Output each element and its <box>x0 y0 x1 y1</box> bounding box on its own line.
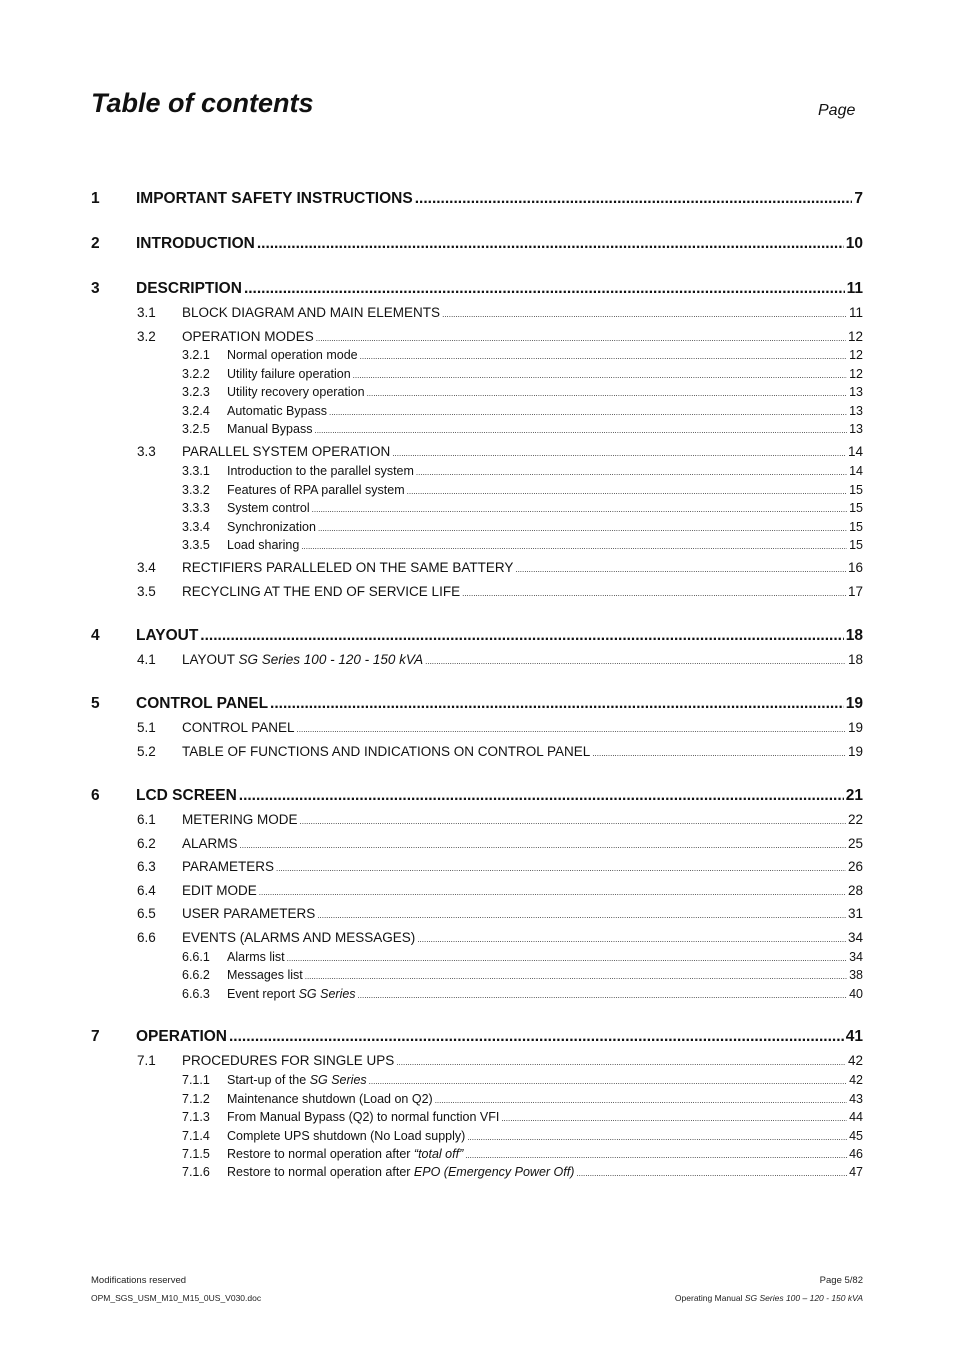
toc-entry-title-text: OPERATION <box>136 1028 227 1045</box>
toc-entry-page: 19 <box>847 720 863 735</box>
toc-entry-number: 7.1.2 <box>182 1092 210 1106</box>
toc-entry-page: 18 <box>847 652 863 667</box>
toc-entry-title <box>182 906 315 921</box>
toc-entry-number: 2 <box>91 235 100 252</box>
toc-entry-title-italic: “total off” <box>413 1147 464 1161</box>
toc-entry-3-2-5[interactable] <box>182 422 863 436</box>
toc-entry-title <box>227 1073 367 1087</box>
toc-entry-title-text: METERING MODE <box>182 812 298 827</box>
toc-entry-page: 13 <box>849 385 863 399</box>
toc-entry-page: 19 <box>845 695 863 712</box>
toc-entry-page: 12 <box>849 348 863 362</box>
toc-entry-title <box>136 1028 227 1046</box>
toc-entry-title <box>182 720 295 735</box>
toc-entry-3[interactable] <box>91 280 863 298</box>
toc-entry-title <box>227 968 303 982</box>
toc-entry-6-2[interactable] <box>137 836 863 851</box>
toc-entry-title <box>227 385 365 399</box>
toc-entry-title-text: Automatic Bypass <box>227 404 328 418</box>
dot-leader <box>329 408 847 417</box>
toc-entry-title <box>182 560 513 575</box>
dot-leader <box>257 235 844 253</box>
toc-entry-number: 3.2.4 <box>182 404 210 418</box>
toc-entry-number: 6.1 <box>137 812 156 827</box>
toc-entry-title <box>136 695 268 713</box>
toc-entry-title <box>182 836 238 851</box>
toc-entry-3-2-1[interactable] <box>182 348 863 362</box>
toc-entry-3-3-4[interactable] <box>182 520 863 534</box>
toc-entry-number: 7.1.6 <box>182 1165 210 1179</box>
toc-entry-title-text: ALARMS <box>182 836 238 851</box>
toc-entry-number: 3.1 <box>137 305 156 320</box>
toc-entry-title <box>227 464 414 478</box>
toc-entry-title-text: RECYCLING AT THE END OF SERVICE LIFE <box>182 584 461 599</box>
toc-entry-title-text: System control <box>227 501 310 515</box>
toc-entry-title <box>227 1165 574 1179</box>
toc-entry-page: 19 <box>847 744 863 759</box>
toc-entry-3-2-3[interactable] <box>182 385 863 399</box>
toc-entry-6-6-2[interactable] <box>182 968 863 982</box>
toc-entry-number: 6 <box>91 787 100 804</box>
dot-leader <box>465 1151 847 1160</box>
toc-entry-title <box>227 1129 465 1143</box>
toc-entry-number: 7.1.5 <box>182 1147 210 1161</box>
toc-entry-number: 3.5 <box>137 584 156 599</box>
toc-entry-number: 4.1 <box>137 652 156 667</box>
toc-entry-7-1-4[interactable] <box>182 1129 863 1143</box>
toc-entry-number: 3.2.3 <box>182 385 210 399</box>
toc-entry-number: 6.6.1 <box>182 950 210 964</box>
toc-entry-5-1[interactable] <box>137 720 863 735</box>
dot-leader <box>369 1077 847 1086</box>
toc-entry-number: 3.3.2 <box>182 483 210 497</box>
toc-entry-title-text: BLOCK DIAGRAM AND MAIN ELEMENTS <box>182 305 441 320</box>
toc-entry-page: 15 <box>849 483 863 497</box>
toc-entry-page: 42 <box>847 1053 863 1068</box>
toc-entry-page: 34 <box>849 950 863 964</box>
dot-leader <box>358 991 848 1000</box>
dot-leader <box>297 725 846 734</box>
toc-entry-number: 3.3.1 <box>182 464 210 478</box>
toc-entry-title-italic: SG Series <box>298 987 356 1001</box>
toc-entry-title <box>227 422 312 436</box>
toc-entry-title-text: CONTROL PANEL <box>136 695 269 712</box>
toc-entry-title-text: Load sharing <box>227 538 300 552</box>
toc-entry-3-3[interactable] <box>137 444 863 459</box>
toc-entry-page: 45 <box>849 1129 863 1143</box>
toc-entry-title-text: Start-up of the <box>227 1073 310 1087</box>
toc-entry-page: 15 <box>849 501 863 515</box>
toc-entry-title <box>182 444 390 459</box>
toc-entry-number: 3.3.4 <box>182 520 210 534</box>
toc-entry-2[interactable] <box>91 235 863 253</box>
toc-entry-title-text: Maintenance shutdown (Load on Q2) <box>227 1092 433 1106</box>
toc-entry-title-text: Features of RPA parallel system <box>227 483 405 497</box>
dot-leader <box>270 695 844 713</box>
toc-entry-number: 3.3.5 <box>182 538 210 552</box>
toc-entry-page: 15 <box>849 520 863 534</box>
toc-entry-page: 34 <box>847 930 863 945</box>
toc-entry-title <box>227 367 351 381</box>
toc-entry-3-3-2[interactable] <box>182 483 863 497</box>
toc-entry-title <box>182 883 257 898</box>
toc-entry-number: 6.5 <box>137 906 156 921</box>
toc-entry-page: 11 <box>846 280 863 297</box>
dot-leader <box>407 487 847 496</box>
toc-entry-page: 40 <box>849 987 863 1001</box>
toc-entry-title-text: RECTIFIERS PARALLELED ON THE SAME BATTERY <box>182 560 514 575</box>
dot-leader <box>259 888 846 897</box>
toc-entry-number: 3 <box>91 280 100 297</box>
dot-leader <box>515 565 846 574</box>
toc-entry-number: 5.2 <box>137 744 156 759</box>
dot-leader <box>592 749 846 758</box>
toc-entry-title <box>182 329 314 344</box>
toc-entry-6-3[interactable] <box>137 859 863 874</box>
toc-entry-title-text: Restore to normal operation after <box>227 1147 414 1161</box>
toc-entry-3-3-5[interactable] <box>182 538 863 552</box>
toc-entry-7-1-5[interactable] <box>182 1147 863 1161</box>
toc-entry-number: 7.1 <box>137 1053 156 1068</box>
toc-entry-title-text: PROCEDURES FOR SINGLE UPS <box>182 1053 395 1068</box>
toc-entry-title-text: Restore to normal operation after <box>227 1165 414 1179</box>
toc-entry-number: 3.3.3 <box>182 501 210 515</box>
toc-entry-title <box>227 348 358 362</box>
toc-entry-title <box>227 950 285 964</box>
toc-entry-page: 47 <box>849 1165 863 1179</box>
toc-entry-title-text: PARALLEL SYSTEM OPERATION <box>182 444 391 459</box>
toc-entry-title-text: INTRODUCTION <box>136 235 255 252</box>
toc-entry-3-3-1[interactable] <box>182 464 863 478</box>
toc-entry-page: 31 <box>847 906 863 921</box>
dot-leader <box>353 371 847 380</box>
dot-leader <box>415 190 853 208</box>
dot-leader <box>425 657 846 666</box>
toc-entry-number: 7.1.1 <box>182 1073 210 1087</box>
toc-entry-number: 7.1.3 <box>182 1110 210 1124</box>
toc-entry-number: 7.1.4 <box>182 1129 210 1143</box>
toc-entry-6[interactable] <box>91 787 863 805</box>
dot-leader <box>576 1169 847 1178</box>
dot-leader <box>360 352 847 361</box>
toc-entry-number: 6.2 <box>137 836 156 851</box>
toc-entry-page: 10 <box>845 235 863 252</box>
toc-entry-title-text: EVENTS (ALARMS AND MESSAGES) <box>182 930 416 945</box>
dot-leader <box>435 1096 847 1105</box>
toc-entry-3-2-4[interactable] <box>182 404 863 418</box>
toc-entry-page: 21 <box>845 787 863 804</box>
toc-entry-title-text: Event report <box>227 987 299 1001</box>
page-column-label: Page <box>818 102 856 119</box>
toc-entry-title-text: LAYOUT <box>182 652 239 667</box>
toc-entry-7-1-6[interactable] <box>182 1165 863 1179</box>
footer-manual-prefix: Operating Manual <box>674 1293 745 1303</box>
toc-entry-page: 7 <box>854 190 863 207</box>
toc-entry-3-5[interactable] <box>137 584 863 599</box>
toc-entry-title <box>227 538 299 552</box>
toc-entry-4[interactable] <box>91 627 863 645</box>
dot-leader <box>316 334 846 343</box>
toc-entry-title <box>227 1110 499 1124</box>
toc-entry-title-text: Utility failure operation <box>227 367 351 381</box>
toc-entry-7-1-1[interactable] <box>182 1073 863 1087</box>
toc-entry-number: 5.1 <box>137 720 156 735</box>
toc-entry-title-text: Manual Bypass <box>227 422 313 436</box>
toc-entry-title-text: DESCRIPTION <box>136 280 242 297</box>
toc-entry-page: 14 <box>849 464 863 478</box>
toc-entry-title-text: Normal operation mode <box>227 348 358 362</box>
toc-entry-4-1[interactable] <box>137 652 863 667</box>
toc-entry-title <box>227 1092 433 1106</box>
toc-entry-page: 12 <box>849 367 863 381</box>
toc-entry-page: 38 <box>849 968 863 982</box>
toc-entry-title <box>182 859 274 874</box>
toc-entry-page: 12 <box>847 329 863 344</box>
dot-leader <box>367 389 848 398</box>
toc-entry-title <box>182 305 440 320</box>
dot-leader <box>312 505 847 514</box>
toc-entry-number: 4 <box>91 627 100 644</box>
toc-entry-page: 46 <box>849 1147 863 1161</box>
toc-entry-title-text: PARAMETERS <box>182 859 275 874</box>
toc-entry-title-text: LAYOUT <box>136 627 199 644</box>
toc-entry-number: 6.4 <box>137 883 156 898</box>
toc-entry-title-italic: SG Series <box>309 1073 367 1087</box>
toc-entry-title-text: TABLE OF FUNCTIONS AND INDICATIONS ON CONTROL PANEL <box>182 744 591 759</box>
dot-leader <box>462 589 846 598</box>
toc-entry-title <box>182 584 460 599</box>
toc-entry-title <box>227 404 327 418</box>
toc-entry-title <box>136 280 242 298</box>
toc-entry-title-text: Introduction to the parallel system <box>227 464 414 478</box>
toc-entry-page: 42 <box>849 1073 863 1087</box>
toc-entry-number: 6.6.3 <box>182 987 210 1001</box>
footer-modifications: Modifications reserved <box>91 1275 187 1286</box>
toc-entry-6-5[interactable] <box>137 906 863 921</box>
toc-entry-6-6[interactable] <box>137 930 863 945</box>
toc-entry-title <box>227 501 310 515</box>
toc-entry-number: 6.3 <box>137 859 156 874</box>
dot-leader <box>501 1114 847 1123</box>
toc-entry-number: 3.4 <box>137 560 156 575</box>
toc-entry-title <box>136 627 198 645</box>
page-title: Table of contents <box>91 88 314 118</box>
dot-leader <box>244 280 845 298</box>
toc-entry-title-text: IMPORTANT SAFETY INSTRUCTIONS <box>136 190 413 207</box>
toc-entry-title-text: LCD SCREEN <box>136 787 237 804</box>
toc-entry-page: 14 <box>847 444 863 459</box>
toc-entry-6-4[interactable] <box>137 883 863 898</box>
toc-entry-page: 13 <box>849 404 863 418</box>
toc-entry-3-2-2[interactable] <box>182 367 863 381</box>
toc-entry-page: 43 <box>849 1092 863 1106</box>
toc-entry-7-1-3[interactable] <box>182 1110 863 1124</box>
dot-leader <box>239 787 844 805</box>
toc-entry-title-text: From Manual Bypass (Q2) to normal function VFI <box>227 1110 500 1124</box>
toc-entry-page: 18 <box>845 627 863 644</box>
toc-entry-number: 3.2.2 <box>182 367 210 381</box>
toc-entry-page: 44 <box>849 1110 863 1124</box>
toc-entry-title-text: Alarms list <box>227 950 285 964</box>
toc-entry-title <box>227 483 405 497</box>
toc-entry-page: 25 <box>847 836 863 851</box>
dot-leader <box>467 1133 847 1142</box>
toc-entry-page: 22 <box>847 812 863 827</box>
toc-entry-title <box>182 930 415 945</box>
dot-leader <box>287 954 847 963</box>
toc-entry-3-1[interactable] <box>137 305 863 320</box>
toc-entry-number: 3.2 <box>137 329 156 344</box>
toc-entry-title-italic: EPO (Emergency Power Off) <box>413 1165 575 1179</box>
toc-entry-number: 7 <box>91 1028 100 1045</box>
toc-entry-number: 3.2.1 <box>182 348 210 362</box>
toc-entry-number: 3.2.5 <box>182 422 210 436</box>
footer-manual-series: SG Series 100 – 120 - 150 kVA <box>744 1293 863 1303</box>
toc-entry-page: 15 <box>849 538 863 552</box>
toc-entry-page: 11 <box>848 305 863 320</box>
toc-entry-title <box>227 987 356 1001</box>
toc-entry-title <box>182 652 423 667</box>
dot-leader <box>229 1028 844 1046</box>
dot-leader <box>396 1058 846 1067</box>
dot-leader <box>442 310 847 319</box>
toc-entry-6-6-1[interactable] <box>182 950 863 964</box>
dot-leader <box>314 426 847 435</box>
toc-entry-number: 3.3 <box>137 444 156 459</box>
toc-entry-title <box>182 812 298 827</box>
toc-entry-title <box>136 190 413 208</box>
toc-entry-page: 16 <box>847 560 863 575</box>
toc-entry-title <box>136 787 237 805</box>
toc-entry-title-text: EDIT MODE <box>182 883 257 898</box>
dot-leader <box>305 972 847 981</box>
footer-filename: OPM_SGS_USM_M10_M15_0US_V030.doc <box>91 1293 262 1303</box>
toc-entry-title <box>227 520 316 534</box>
toc-entry-7[interactable] <box>91 1028 863 1046</box>
footer-page-number: Page 5/82 <box>819 1275 863 1286</box>
toc-entry-page: 13 <box>849 422 863 436</box>
dot-leader <box>200 627 843 645</box>
toc-entry-page: 17 <box>847 584 863 599</box>
toc-entry-7-1[interactable] <box>137 1053 863 1068</box>
toc-entry-title-text: Messages list <box>227 968 303 982</box>
toc-entry-1[interactable] <box>91 190 863 208</box>
dot-leader <box>240 841 846 850</box>
toc-entry-title-text: Utility recovery operation <box>227 385 365 399</box>
toc-entry-3-2[interactable] <box>137 329 863 344</box>
dot-leader <box>417 935 846 944</box>
toc-entry-6-6-3[interactable] <box>182 987 863 1001</box>
toc-entry-number: 1 <box>91 190 100 207</box>
toc-entry-5-2[interactable] <box>137 744 863 759</box>
toc-entry-7-1-2[interactable] <box>182 1092 863 1106</box>
toc-entry-title-text: Complete UPS shutdown (No Load supply) <box>227 1129 466 1143</box>
toc-entry-number: 6.6.2 <box>182 968 210 982</box>
toc-entry-title-text: Synchronization <box>227 520 316 534</box>
toc-entry-6-1[interactable] <box>137 812 863 827</box>
toc-entry-number: 6.6 <box>137 930 156 945</box>
toc-entry-5[interactable] <box>91 695 863 713</box>
dot-leader <box>317 911 846 920</box>
toc-entry-title <box>182 1053 394 1068</box>
toc-entry-number: 5 <box>91 695 100 712</box>
toc-entry-title-italic: SG Series 100 - 120 - 150 kVA <box>238 652 424 667</box>
toc-entry-page: 26 <box>847 859 863 874</box>
dot-leader <box>392 449 846 458</box>
toc-entry-page: 41 <box>845 1028 863 1045</box>
toc-entry-page: 28 <box>847 883 863 898</box>
dot-leader <box>318 524 847 533</box>
toc-entry-title <box>182 744 590 759</box>
toc-entry-title-text: USER PARAMETERS <box>182 906 316 921</box>
toc-entry-title-text: CONTROL PANEL <box>182 720 295 735</box>
footer-manual-title <box>675 1293 863 1303</box>
toc-entry-title <box>136 235 255 253</box>
dot-leader <box>416 468 847 477</box>
dot-leader <box>300 817 846 826</box>
dot-leader <box>276 864 846 873</box>
toc-entry-3-3-3[interactable] <box>182 501 863 515</box>
toc-entry-title <box>227 1147 463 1161</box>
toc-entry-3-4[interactable] <box>137 560 863 575</box>
dot-leader <box>301 542 847 551</box>
toc-entry-title-text: OPERATION MODES <box>182 329 314 344</box>
